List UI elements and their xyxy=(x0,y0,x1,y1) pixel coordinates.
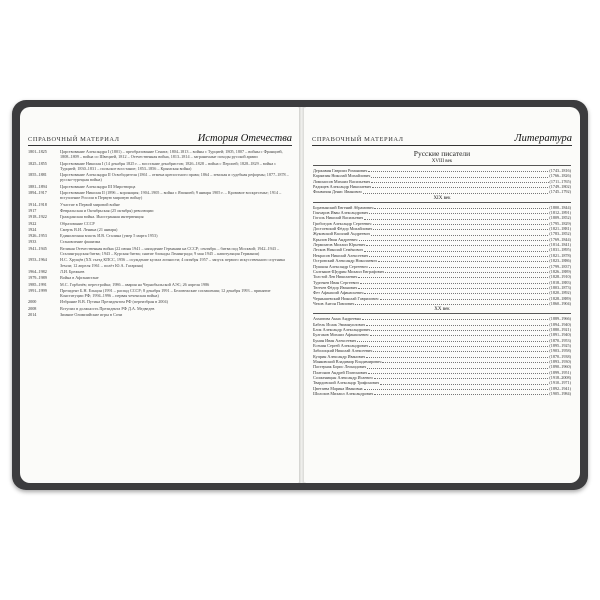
history-year: 1979–1989 xyxy=(28,275,47,281)
history-text: Февральская и Октябрьская (25 октября) революции xyxy=(60,207,154,213)
history-text: Вступил в должность Президента РФ Д.А. Медведев xyxy=(60,305,155,311)
dot-leader xyxy=(385,269,548,273)
history-timeline xyxy=(28,149,292,473)
writer-years: (1795–1829) xyxy=(549,220,571,226)
history-row xyxy=(28,246,292,257)
dot-leader xyxy=(355,301,548,305)
history-year: 1924 xyxy=(28,226,37,232)
writer-years: (1918–2008) xyxy=(549,375,571,381)
history-text: Гражданская война. Иностранная интервенция xyxy=(60,214,144,220)
history-year: 1985–1991 xyxy=(28,281,47,287)
history-text: Становление фашизма xyxy=(60,239,101,245)
writer-name: Фет Афанасий Афанасьевич xyxy=(313,290,364,296)
writer-name: Островский Александр Николаевич xyxy=(313,258,377,264)
writer-years: (1870–1953) xyxy=(549,337,571,343)
history-text: Смерть В.И. Ленина (21 января) xyxy=(60,226,118,232)
history-row xyxy=(28,208,292,213)
dot-leader xyxy=(364,247,549,251)
dot-leader xyxy=(368,168,548,172)
history-row xyxy=(28,172,292,183)
writer-name: Лермонтов Михаил Юрьевич xyxy=(313,242,366,248)
writer-years: (1809–1852) xyxy=(549,215,571,221)
writer-years: (1818–1883) xyxy=(549,279,571,285)
writer-years: (1783–1852) xyxy=(549,231,571,237)
left-page-title: История Отечества xyxy=(197,133,292,144)
writer-name: Гончаров Иван Александрович xyxy=(313,210,369,216)
writer-name: Фонвизин Денис Иванович xyxy=(313,189,362,195)
history-year: 1894–1917 xyxy=(28,190,47,196)
century-heading: XIX век xyxy=(313,196,571,203)
writers-title: Русские писатели xyxy=(413,149,471,158)
dot-leader xyxy=(374,205,548,209)
dot-leader xyxy=(371,327,548,331)
dot-leader xyxy=(380,296,549,300)
history-row xyxy=(28,288,292,299)
dot-leader xyxy=(363,189,549,193)
writer-years: (1903–1958) xyxy=(549,348,571,354)
writer-name: Ломоносов Михаил Васильевич xyxy=(313,178,371,184)
history-year: 1918–1922 xyxy=(28,214,47,220)
writer-name: Достоевский Фёдор Михайлович xyxy=(313,226,373,232)
century-heading: XVIII век xyxy=(313,159,571,166)
writer-years: (1769–1844) xyxy=(549,236,571,242)
open-notebook xyxy=(12,100,588,490)
dot-leader xyxy=(367,364,548,368)
dot-leader xyxy=(358,274,548,278)
history-year: 1881–1894 xyxy=(28,183,47,189)
writer-name: Заболоцкий Николай Алексеевич xyxy=(313,348,373,354)
dot-leader xyxy=(374,391,548,395)
writer-name: Толстой Лев Николаевич xyxy=(313,274,358,280)
dot-leader xyxy=(369,210,548,214)
writer-name: Пушкин Александр Сергеевич xyxy=(313,263,368,269)
right-page xyxy=(304,107,580,483)
history-row xyxy=(28,282,292,287)
right-section-label: СПРАВОЧНЫЙ МАТЕРИАЛ xyxy=(312,136,404,143)
writer-years: (1820–1892) xyxy=(549,290,571,296)
writer-years: (1812–1891) xyxy=(549,210,571,216)
writer-years: (1889–1966) xyxy=(549,316,571,322)
history-row xyxy=(28,190,292,201)
writer-years: (1899–1951) xyxy=(549,369,571,375)
dot-leader xyxy=(364,386,549,390)
writer-name: Шолохов Михаил Александрович xyxy=(313,391,374,397)
dot-leader xyxy=(371,231,549,235)
writer-years: (1870–1938) xyxy=(549,353,571,359)
history-text: Царствование Николая I (14 декабря 1825 г. – восстание декабристов; 1826–1828 – война с Персией; 1828–1829 – война с Турцией; 1830–1831 – польское восстание; 1853–1856 – Крымская война) xyxy=(60,160,277,171)
writer-years: (1895–1925) xyxy=(549,342,571,348)
writer-name: Боратынский Евгений Абрамович xyxy=(313,204,374,210)
dot-leader xyxy=(368,370,548,374)
writer-name: Цветаева Марина Ивановна xyxy=(313,385,363,391)
history-row xyxy=(28,233,292,238)
writer-name: Крылов Иван Андреевич xyxy=(313,236,358,242)
history-text: Царствование Николая II (1896 – коронация; 1904–1905 – война с Японией; 9 января 1905 г. – Кровавое воскресенье; 1914 – вступление России в Первую мировую войну) xyxy=(60,190,282,201)
history-row xyxy=(28,299,292,304)
century-heading: XX век xyxy=(313,307,571,314)
left-page xyxy=(20,107,300,483)
history-text: Война в Афганистане xyxy=(60,275,99,281)
writer-name: Карамзин Николай Михайлович xyxy=(313,173,371,179)
history-row xyxy=(28,202,292,207)
history-row xyxy=(28,184,292,189)
writer-name: Чернышевский Николай Гаврилович xyxy=(313,295,379,301)
writer-name: Пастернак Борис Леонидович xyxy=(313,364,367,370)
writer-name: Булгаков Михаил Афанасьевич xyxy=(313,332,369,338)
right-page-title: Литература xyxy=(514,133,572,144)
history-text: Царствование Александра III Миротворца xyxy=(60,183,136,189)
writer-name: Маяковский Владимир Владимирович xyxy=(313,359,382,364)
writer-years: (1826–1889) xyxy=(549,268,571,274)
writer-row xyxy=(313,189,571,194)
history-row xyxy=(28,239,292,244)
writer-name: Чехов Антон Павлович xyxy=(313,300,355,306)
history-row xyxy=(28,275,292,280)
centuries-container xyxy=(313,159,571,396)
history-text: Президент Б.Н. Ельцин (1991 – распад СССР; 8 декабря 1991 – Беловежские соглашения; 12 декабря 1993 – принятие Конституции РФ; 1994–1996 – первая чеченская война) xyxy=(60,287,271,299)
dot-leader xyxy=(373,348,548,352)
dot-leader xyxy=(371,173,548,177)
dot-leader xyxy=(369,253,548,257)
history-year: 1914–1918 xyxy=(28,201,47,207)
writer-years: (1823–1886) xyxy=(549,258,571,264)
dot-leader xyxy=(369,343,548,347)
dot-leader xyxy=(357,338,548,342)
writers-list xyxy=(313,149,571,473)
history-year: 1917 xyxy=(28,207,37,213)
history-year: 1964–1982 xyxy=(28,268,47,274)
dot-leader xyxy=(358,285,548,289)
writer-name: Радищев Александр Николаевич xyxy=(313,184,372,190)
writer-name: Тютчев Фёдор Иванович xyxy=(313,284,358,290)
writer-years: (1814–1841) xyxy=(549,242,571,248)
dot-leader xyxy=(374,375,549,379)
writer-name: Некрасов Николай Алексеевич xyxy=(313,252,369,258)
dot-leader xyxy=(369,264,549,268)
writer-years: (1766–1826) xyxy=(549,173,571,179)
writer-name: Салтыков-Щедрин Михаил Евграфович xyxy=(313,268,385,274)
writer-name: Ахматова Анна Андреевна xyxy=(313,316,361,322)
history-row xyxy=(28,312,292,317)
history-row xyxy=(28,221,292,226)
dot-leader xyxy=(380,380,548,384)
history-text: Царствование Александра II Освободителя (1861 – отмена крепостного права; 1864 – земская и судебная реформы; 1877–1878 – русско-турецкая война) xyxy=(60,172,289,183)
history-row xyxy=(28,306,292,311)
history-row xyxy=(28,227,292,232)
writer-name: Солженицын Александр Исаевич xyxy=(313,375,373,381)
history-text: Единоличная власть И.В. Сталина (умер 5 марта 1953) xyxy=(60,233,158,239)
writer-name: Грибоедов Александр Сергеевич xyxy=(313,220,372,226)
writer-name: Жуковский Василий Андреевич xyxy=(313,231,370,237)
writer-years: (1828–1910) xyxy=(549,274,571,280)
history-year: 2014 xyxy=(28,312,37,318)
dot-leader xyxy=(366,242,548,246)
dot-leader xyxy=(359,237,549,241)
history-year: 2008 xyxy=(28,305,37,311)
writer-years: (1803–1873) xyxy=(549,284,571,290)
dot-leader xyxy=(371,179,548,183)
history-row xyxy=(28,257,292,268)
dot-leader xyxy=(373,221,549,225)
history-text: Образование СССР xyxy=(60,220,95,226)
history-year: 1933 xyxy=(28,239,37,245)
history-year: 1926–1953 xyxy=(28,233,47,239)
writer-years: (1891–1940) xyxy=(549,332,571,338)
writer-years: (1892–1941) xyxy=(549,385,571,391)
right-page-header xyxy=(312,129,572,146)
history-text: Л.И. Брежнев xyxy=(60,268,85,274)
dot-leader xyxy=(366,354,548,358)
writer-years: (1749–1802) xyxy=(549,184,571,190)
writer-years: (1799–1837) xyxy=(549,263,571,269)
history-year: 1825–1855 xyxy=(28,160,47,166)
writer-years: (1893–1930) xyxy=(549,359,571,364)
writer-name: Твардовский Александр Трифонович xyxy=(313,380,380,386)
history-year: 1991–1999 xyxy=(28,287,47,293)
writer-years: (1743–1816) xyxy=(549,168,571,173)
writer-name: Гоголь Николай Васильевич xyxy=(313,215,364,221)
writer-name: Куприн Александр Иванович xyxy=(313,353,366,359)
dot-leader xyxy=(373,226,548,230)
history-year: 1855–1881 xyxy=(28,172,47,178)
history-row xyxy=(28,269,292,274)
writer-years: (1860–1904) xyxy=(549,300,571,306)
writer-years: (1821–1878) xyxy=(549,252,571,258)
history-row xyxy=(28,161,292,172)
history-year: 1922 xyxy=(28,220,37,226)
writer-row xyxy=(313,301,571,306)
history-row xyxy=(28,149,292,160)
writer-name: Бабель Исаак Эммануилович xyxy=(313,321,365,327)
history-text: Зимние Олимпийские игры в Сочи xyxy=(60,312,123,318)
history-text: Великая Отечественная война (22 июня 1941 – нападение Германии на СССР; сентябрь – битва под Москвой; 1942–1943 – Сталинградская битва; 1943 – Курская битва; снятие блокады Ленинграда; 9 мая 1945 – капитуляция Германии) xyxy=(60,245,280,257)
writer-name: Лесков Николай Семёнович xyxy=(313,247,363,253)
writer-row xyxy=(313,391,571,396)
writer-years: (1711–1765) xyxy=(549,178,571,184)
dot-leader xyxy=(366,322,548,326)
history-text: М.С. Горбачёв; перестройка; 1986 – авария на Чернобыльской АЭС; 26 апреля 1986 xyxy=(60,281,210,287)
writer-name: Бунин Иван Алексеевич xyxy=(313,337,357,343)
history-text: Участие в Первой мировой войне xyxy=(60,201,120,207)
writer-years: (1828–1889) xyxy=(549,295,571,301)
dot-leader xyxy=(362,316,548,320)
history-text: Избрание В.В. Путина Президентом РФ (переизбран в 2004) xyxy=(60,299,168,305)
dot-leader xyxy=(364,290,548,294)
history-year: 1953–1964 xyxy=(28,257,47,263)
dot-leader xyxy=(364,215,548,219)
history-text: Н.С. Хрущёв (XX съезд КПСС, 1956 – осуждение культа личности; 4 октября 1957 – запуск первого искусственного спутника Земли; 12 апреля 1961 – полёт Ю.А. Гагарина) xyxy=(60,257,285,268)
writer-name: Есенин Сергей Александрович xyxy=(313,342,369,348)
writer-years: (1800–1844) xyxy=(549,204,571,210)
writer-years: (1831–1895) xyxy=(549,247,571,253)
left-section-label: СПРАВОЧНЫЙ МАТЕРИАЛ xyxy=(28,136,120,143)
history-text: Царствование Александра I (1801) – преобразование Сената; 1804–1813 – войны с Турцией; 1805, 1807 – войны с Францией, 1808–1809 – война со Швецией, 1812 – Отечественная война, 1813–1814 – заграничные походы русской армии xyxy=(60,149,283,160)
writer-name: Блок Александр Александрович xyxy=(313,326,371,332)
writer-years: (1910–1971) xyxy=(549,380,571,386)
history-year: 1801–1825 xyxy=(28,149,47,154)
writer-years: (1745–1792) xyxy=(549,189,571,195)
writer-years: (1905–1984) xyxy=(549,391,571,397)
dot-leader xyxy=(378,258,549,262)
dot-leader xyxy=(372,184,548,188)
left-page-header xyxy=(28,129,292,146)
writer-years: (1880–1921) xyxy=(549,326,571,332)
writer-years: (1890–1960) xyxy=(549,364,571,370)
history-row xyxy=(28,214,292,219)
dot-leader xyxy=(382,359,548,363)
writer-name: Державин Гавриил Романович xyxy=(313,168,368,173)
writer-years: (1821–1881) xyxy=(549,226,571,232)
writer-years: (1894–1940) xyxy=(549,321,571,327)
writer-name: Платонов Андрей Платонович xyxy=(313,369,368,375)
dot-leader xyxy=(360,280,549,284)
history-year: 2000 xyxy=(28,299,37,305)
writer-name: Тургенев Иван Сергеевич xyxy=(313,279,359,285)
history-year: 1941–1945 xyxy=(28,245,47,251)
dot-leader xyxy=(370,332,549,336)
